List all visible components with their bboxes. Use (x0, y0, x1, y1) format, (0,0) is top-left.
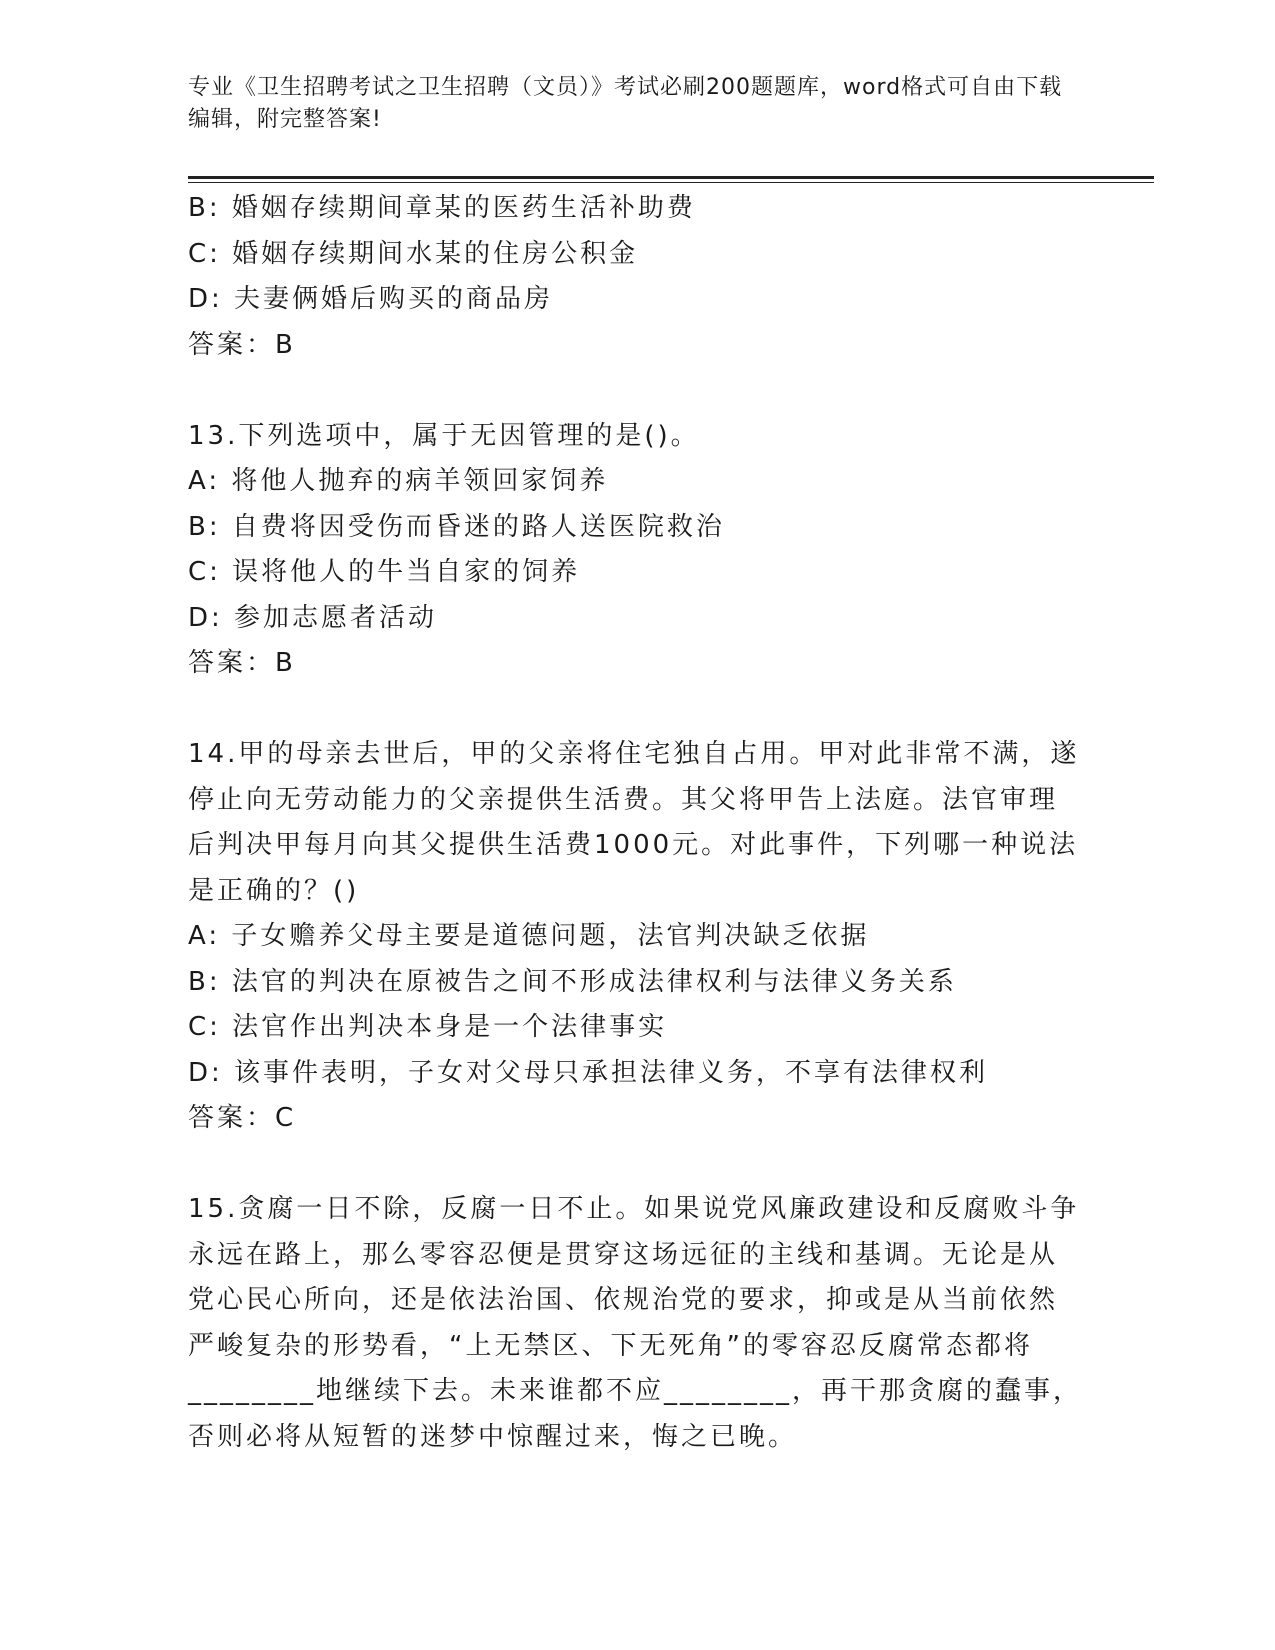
question-text-line: 后判决甲每月向其父提供生活费1000元。对此事件，下列哪一种说法 (188, 830, 1079, 860)
option-d: D: 夫妻俩婚后购买的商品房 (188, 284, 554, 314)
question-text-line: 停止向无劳动能力的父亲提供生活费。其父将甲告上法庭。法官审理 (188, 784, 1059, 815)
spacer (188, 687, 1088, 733)
option-d: D: 该事件表明，子女对父母只承担法律义务，不享有法律权利 (188, 1057, 989, 1088)
spacer (188, 1142, 1088, 1188)
option-a: A: 子女赡养父母主要是道德问题，法官判决缺乏依据 (188, 921, 870, 951)
header-divider-thick (188, 176, 1154, 179)
header-divider-thin (188, 182, 1154, 183)
answer-line: 答案：B (188, 648, 296, 678)
answer-line: 答案：C (188, 1103, 297, 1133)
question-text-line: 15.贪腐一日不除，反腐一日不止。如果说党风廉政建设和反腐败斗争 (188, 1194, 1080, 1224)
question-text-line: 否则必将从短暂的迷梦中惊醒过来，悔之已晚。 (188, 1421, 798, 1452)
question-14-block (188, 732, 1088, 1142)
question-12-block (188, 186, 1088, 368)
question-text: 13.下列选项中，属于无因管理的是()。 (188, 420, 700, 451)
question-13-block (188, 414, 1088, 687)
option-b: B: 婚姻存续期间章某的医药生活补助费 (188, 193, 696, 223)
option-b: B: 法官的判决在原被告之间不形成法律权利与法律义务关系 (188, 966, 957, 997)
question-text-line: 永远在路上，那么零容忍便是贯穿这场远征的主线和基调。无论是从 (188, 1239, 1059, 1270)
question-text-line: 14.甲的母亲去世后，甲的父亲将住宅独自占用。甲对此非常不满，遂 (188, 739, 1080, 769)
page-header: 专业《卫生招聘考试之卫生招聘（文员）》考试必刷200题题库，word格式可自由下载编辑，附完整答案! (188, 75, 1063, 132)
question-content (188, 186, 1088, 1460)
question-15-block (188, 1187, 1088, 1460)
option-c: C: 法官作出判决本身是一个法律事实 (188, 1012, 668, 1042)
option-c: C: 误将他人的牛当自家的饲养 (188, 557, 581, 587)
question-text-line: 是正确的？() (188, 875, 360, 906)
question-text-line: 党心民心所向，还是依法治国、依规治党的要求，抑或是从当前依然 (188, 1285, 1059, 1315)
question-text-line: 严峻复杂的形势看，“上无禁区、下无死角”的零容忍反腐常态都将 (188, 1330, 1033, 1361)
option-d: D: 参加志愿者活动 (188, 602, 438, 633)
answer-line: 答案：B (188, 329, 296, 360)
option-a: A: 将他人抛弃的病羊领回家饲养 (188, 466, 609, 496)
option-c: C: 婚姻存续期间水某的住房公积金 (188, 238, 639, 269)
option-b: B: 自费将因受伤而昏迷的路人送医院救治 (188, 511, 725, 542)
spacer (188, 368, 1088, 414)
question-text-line: ________地继续下去。未来谁都不应________，再干那贪腐的蠢事， (188, 1376, 1083, 1406)
